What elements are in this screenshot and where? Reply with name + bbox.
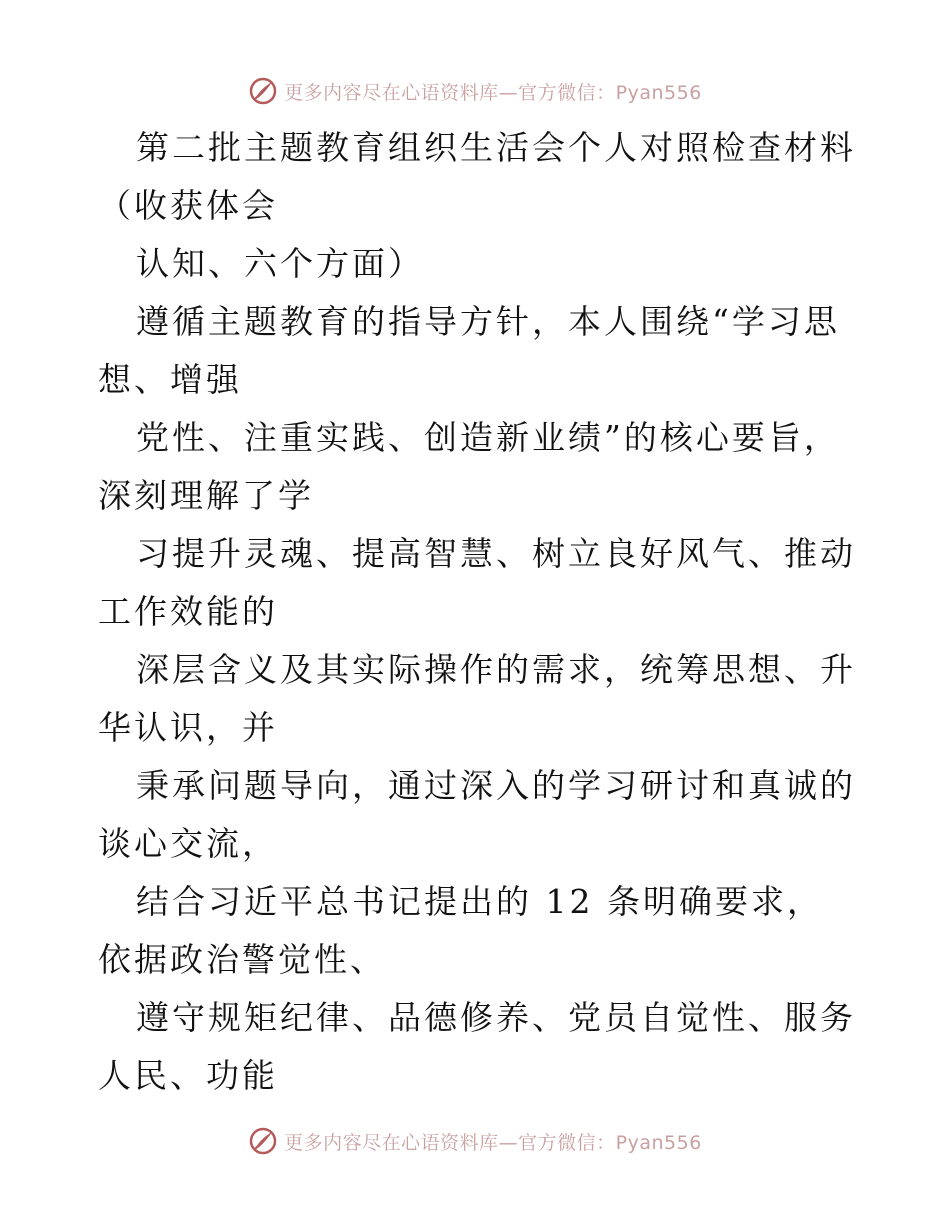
paragraph: 认知、六个方面） — [136, 244, 424, 283]
watermark-text: 更多内容尽在心语资料库—官方微信：Pyan556 — [284, 1131, 702, 1154]
paragraph: 秉承问题导向，通过深入的学习研讨和真诚的谈心交流， — [98, 766, 856, 863]
paragraph: 结合习近平总书记提出的 12 条明确要求，依据政治警觉性、 — [98, 882, 823, 979]
footer-watermark — [0, 1121, 950, 1161]
paragraph: 党性、注重实践、创造新业绩”的核心要旨，深刻理解了学 — [98, 418, 840, 515]
document-body — [98, 119, 858, 1105]
paragraph: 习提升灵魂、提高智慧、树立良好风气、推动工作效能的 — [98, 534, 856, 631]
book-quill-logo-icon — [248, 76, 278, 106]
header-watermark — [0, 71, 950, 111]
book-quill-logo-icon — [248, 1126, 278, 1156]
paragraph: 深层含义及其实际操作的需求，统筹思想、升华认识，并 — [98, 650, 856, 747]
watermark-text: 更多内容尽在心语资料库—官方微信：Pyan556 — [284, 81, 702, 104]
paragraph: 遵守规矩纪律、品德修养、党员自觉性、服务人民、功能 — [98, 998, 856, 1095]
paragraph: 第二批主题教育组织生活会个人对照检查材料（收获体会 — [98, 128, 856, 225]
paragraph: 遵循主题教育的指导方针，本人围绕“学习思想、增强 — [98, 302, 840, 399]
